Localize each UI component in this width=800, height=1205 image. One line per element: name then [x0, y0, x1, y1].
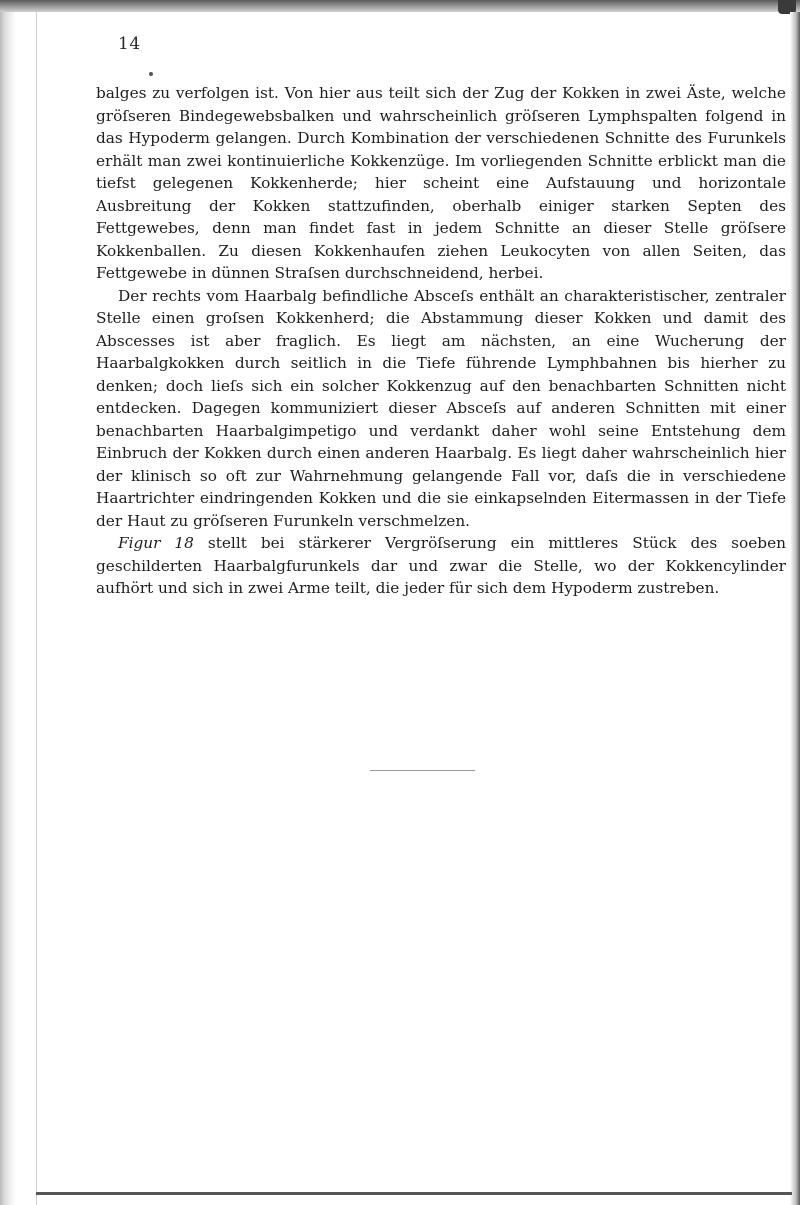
section-end-rule	[370, 770, 475, 771]
ink-speck	[149, 72, 153, 76]
paragraph-3	[96, 532, 786, 600]
scan-margin-line	[36, 12, 37, 1205]
page-number: 14	[118, 34, 141, 54]
figure-reference: Figur 18	[118, 534, 194, 552]
body-text	[96, 82, 786, 600]
paragraph-3-text: stellt bei stärkerer Vergröſserung ein mittleres Stück des soeben geschilderten Haarbalgfurunkels dar und zwar die Stelle, wo der Kokkencylinder aufhört und sich in zwei Arme teilt, die jeder für sich dem Hypoderm zustreben.	[96, 534, 786, 597]
scan-bottom-edge	[36, 1192, 792, 1195]
scan-top-edge	[0, 0, 800, 12]
paragraph-2: Der rechts vom Haarbalg befindliche Absceſs enthält an charakteristischer, zentraler Stelle einen groſsen Kokkenherd; die Abstammung dieser Kokken und damit des Abscesses ist aber fraglich. Es liegt am nächsten, an eine Wucherung der Haarbalgkokken durch seitlich in die Tiefe führende Lymphbahnen bis hierher zu denken; doch lieſs sich ein solcher Kokkenzug auf den benachbarten Schnitten nicht entdecken. Dagegen kommuniziert dieser Absceſs auf anderen Schnitten mit einer benachbarten Haarbalgimpetigo und verdankt daher wohl seine Entstehung dem Einbruch der Kokken durch einen anderen Haarbalg. Es liegt daher wahrscheinlich hier der klinisch so oft zur Wahrnehmung gelangende Fall vor, daſs die in verschiedene Haartrichter eindringenden Kokken und die sie einkapselnden Eitermassen in der Tiefe der Haut zu gröſseren Furunkeln verschmelzen.	[96, 286, 786, 530]
scan-right-edge	[790, 12, 800, 1205]
scan-left-edge	[0, 12, 16, 1205]
paragraph-1: balges zu verfolgen ist. Von hier aus teilt sich der Zug der Kokken in zwei Äste, welche gröſseren Bindegewebsbalken und wahrscheinlich gröſseren Lymphspalten folgend in das Hypoderm gelangen. Durch Kombination der verschiedenen Schnitte des Furunkels erhält man zwei kontinuierliche Kokkenzüge. Im vorliegenden Schnitte erblickt man die tiefst gelegenen Kokkenherde; hier scheint eine Aufstauung und horizontale Ausbreitung der Kokken stattzufinden, oberhalb einiger starken Septen des Fettgewebes, denn man findet fast in jedem Schnitte an dieser Stelle gröſsere Kokkenballen. Zu diesen Kokkenhaufen ziehen Leukocyten von allen Seiten, das Fettgewebe in dünnen Straſsen durchschneidend, herbei.	[96, 84, 786, 282]
